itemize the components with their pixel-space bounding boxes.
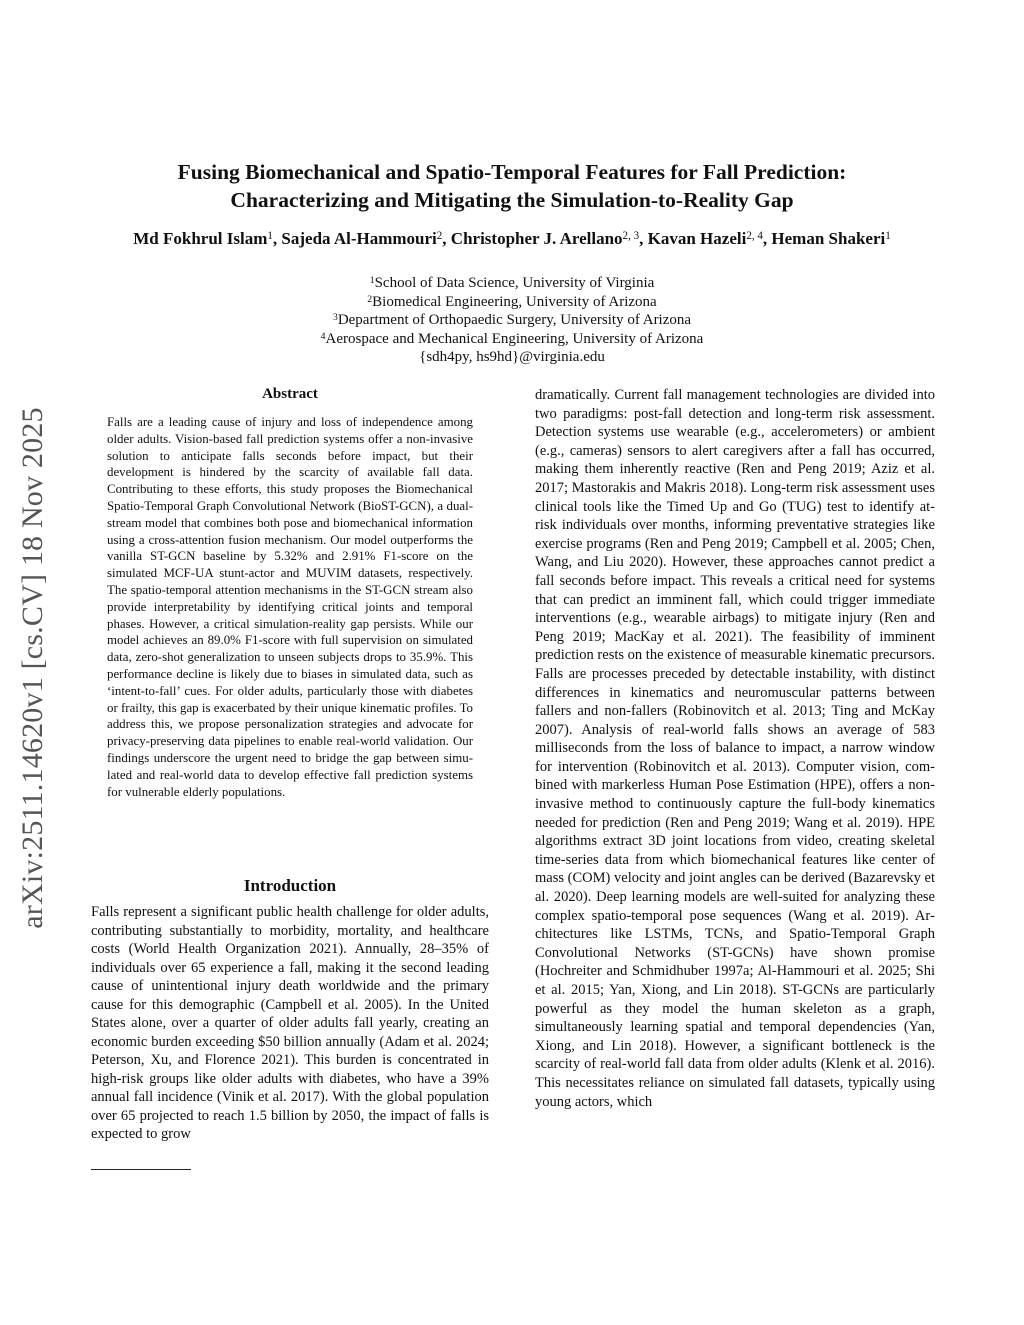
author-affiliation-mark: 2, 4 <box>746 230 763 242</box>
author-email: {sdh4py, hs9hd}@virginia.edu <box>419 349 605 366</box>
author-name: Kavan Hazeli <box>647 229 747 248</box>
introduction-right-column <box>535 386 935 1111</box>
affiliation-number: 1 <box>369 275 375 286</box>
author-separator: , <box>762 229 772 248</box>
author-affiliation-mark: 1 <box>267 230 273 242</box>
abstract-heading: Abstract <box>262 386 318 402</box>
affiliation-number: 3 <box>332 312 338 324</box>
arxiv-sidebar <box>13 0 53 1325</box>
introduction-paragraph-continued: dramatically. Current fall management technologies are divided into two paradigms: post-fall detection and long-term risk assessment. Detection systems use wearable (e.g., accelerometers) or ambient (e.g., cameras) sensors to alert caregivers after a fall has occurred, making them inherently reactive (Ren and Peng 2019; Aziz et al. 2017; Mastorakis and Makris 2018). Long-term risk assessment uses clinical tools like the Timed Up and Go (TUG) test to identify at-risk individuals over months, informing preventative strategies like exercise programs (Ren and Peng 2019; Campbell et al. 2005; Chen, Wang, and Liu 2020). However, these approaches cannot predict a fall seconds before impact. This reveals a critical need for systems that can predict an imminent fall, which could trigger immediate interventions (e.g., wearable airbags) to mitigate injury (Ren and Peng 2019; MacKay et al. 2021). The feasibility of imminent prediction rests on the existence of measurable kinematic precursors. Falls are processes preceded by detectable instability, with distinct differences in kinematics and neuromuscular patterns between fallers and non-fallers (Robinovitch et al. 2013; Ting and McKay 2007). Analysis of real-world falls shows an average of 583 milliseconds from the loss of balance to impact, a narrow window for intervention (Robinovitch et al. 2013). Computer vision, combined with markerless Human Pose Estimation (HPE), offers a non-invasive method to continuously capture the full-body kinematics needed for prediction (Ren and Peng 2019; Wang et al. 2019). HPE algorithms extract 3D joint locations from video, creating skeletal time-series data from which biomechanical features like center of mass (COM) velocity and joint angles can be derived (Bazarevsky et al. 2020). Deep learning models are well-suited for analyzing these complex spatio-temporal pose sequences (Wang et al. 2019). Architectures like LSTMs, TCNs, and Spatio-Temporal Graph Convolutional Networks (ST-GCNs) have shown promise (Hochreiter and Schmidhuber 1997a; Al-Hammouri et al. 2025; Shi et al. 2015; Yan, Xiong, and Lin 2018). ST-GCNs are particularly powerful as they model the human skeleton as a graph, simultaneously learning spatial and temporal dependencies (Yan, Xiong, and Lin 2018). However, a significant bottleneck is the scarcity of real-world fall data from older adults (Klenk et al. 2016). This necessitates reliance on simulated fall datasets, typically using young actors, which <box>535 387 935 1110</box>
author-name: Christopher J. Arellano <box>450 229 623 248</box>
affiliation-line <box>160 274 864 293</box>
affiliation-line <box>160 293 864 312</box>
affiliation-number: 4 <box>320 330 326 342</box>
title-line-1: Fusing Biomechanical and Spatio-Temporal Features for Fall Prediction: <box>177 160 847 184</box>
author-name: Sajeda Al-Hammouri <box>281 229 437 248</box>
author-list <box>95 227 929 250</box>
author-separator: , <box>639 229 648 248</box>
affiliation-number: 2 <box>367 293 373 305</box>
affiliation-line <box>160 330 864 349</box>
affiliations <box>160 274 864 367</box>
paper-title <box>60 158 964 214</box>
title-line-2: Characterizing and Mitigating the Simulation-to-Reality Gap <box>230 188 794 212</box>
author-name: Md Fokhrul Islam <box>133 229 268 248</box>
abstract-body <box>107 414 473 800</box>
affiliation-text: School of Data Science, University of Virginia <box>374 275 655 291</box>
author-name: Heman Shakeri <box>771 229 886 248</box>
arxiv-identifier: arXiv:2511.14620v1 [cs.CV] 18 Nov 2025 <box>16 407 49 929</box>
affiliation-text: Aerospace and Mechanical Engineering, University of Arizona <box>325 330 704 347</box>
author-separator: , <box>442 229 451 248</box>
introduction-left-column <box>91 903 489 1144</box>
author-affiliation-mark: 2 <box>436 230 443 242</box>
author-affiliation-mark: 2, 3 <box>622 230 640 242</box>
affiliation-text: Department of Orthopaedic Surgery, University of Arizona <box>337 312 692 329</box>
affiliation-line <box>160 311 864 330</box>
author-affiliation-mark: 1 <box>885 230 891 242</box>
abstract-paragraph: Falls are a leading cause of injury and loss of independence among older adults. Vision-based fall prediction systems offer a non-invasive solution to anticipate falls seconds before impact, but their development is hindered by the scarcity of available fall data. Contributing to these efforts, this study proposes the Biomechanical Spatio-Temporal Graph Convolutional Network (BioST-GCN), a dual-stream model that combines both pose and biomechanical information using a cross-attention fusion mechanism. Our model outperforms the vanilla ST-GCN baseline by 5.32% and 2.91% F1-score on the simulated MCF-UA stunt-actor and MUVIM datasets, respectively. The spatio-temporal attention mechanisms in the ST-GCN stream also provide interpretability by identifying critical joints and temporal phases. However, a critical simulation-reality gap persists. While our model achieves an 89.0% F1-score with full supervision on simulated data, zero-shot generalization to unseen subjects drops to 35.9%. This performance decline is likely due to biases in simulated data, such as ‘intent-to-fall’ cues. For older adults, particularly those with diabetes or frailty, this gap is exacerbated by their unique kinematic profiles. To address this, we propose personalization strategies and advocate for privacy-preserving data pipelines to enable real-world validation. Our findings underscore the urgent need to bridge the gap between simulated and real-world data to develop effective fall prediction systems for vulnerable elderly populations. <box>107 415 473 799</box>
introduction-heading: Introduction <box>243 876 337 895</box>
affiliation-text: Biomedical Engineering, University of Arizona <box>372 293 657 310</box>
author-separator: , <box>272 229 282 248</box>
introduction-paragraph: Falls represent a significant public health challenge for older adults, contributing substantially to morbidity, mortality, and healthcare costs (World Health Organization 2021). Annually, 28–35% of individuals over 65 experience a fall, making it the second leading cause of unintentional injury death worldwide and the primary cause for this demographic (Campbell et al. 2005). In the United States alone, over a quarter of older adults fall yearly, creating an economic burden exceeding $50 billion annually (Adam et al. 2024; Peterson, Xu, and Florence 2021). This burden is concentrated in high-risk groups like older adults with diabetes, who have a 39% annual fall incidence (Vinik et al. 2017). With the global population over 65 projected to reach 1.5 billion by 2050, the impact of falls is expected to grow <box>91 904 489 1142</box>
footnote-rule <box>91 1169 191 1170</box>
